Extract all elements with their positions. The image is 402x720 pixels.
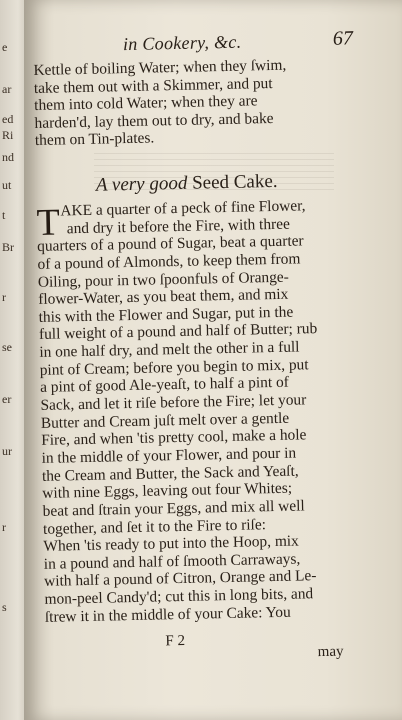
book-page: [24, 0, 402, 720]
previous-page-fragment: ed: [2, 112, 14, 126]
running-head: in Cookery, &c.: [122, 31, 242, 55]
drop-cap: T: [36, 201, 61, 244]
previous-page-fragment: se: [2, 340, 12, 354]
text-line: the Cream and Butter, the Sack and Yeaſt,: [41, 462, 299, 485]
previous-page-fragment: ar: [2, 82, 12, 96]
text-line: full weight of a pound and half of Butter; rub: [38, 320, 318, 344]
previous-page-fragment: s: [2, 600, 7, 614]
text-line: Sack, and let it riſe before the Fire; let your: [40, 391, 307, 414]
page-number: 67: [332, 27, 354, 50]
text-line: them on Tin-plates.: [34, 129, 155, 150]
signature-mark: F 2: [165, 632, 186, 650]
text-line: ſtrew it in the middle of your Cake: You: [44, 603, 291, 626]
text-line: in a pound and half of ſmooth Carraways,: [43, 550, 301, 573]
text-line: mon-peel Candy'd; cut this in long bits, and: [44, 585, 314, 608]
text-line: and dry it before the Fire, with three: [66, 215, 291, 237]
previous-page-fragment: r: [2, 520, 6, 534]
text-line: Fire, and when 'tis pretty cool, make a hole: [41, 426, 307, 450]
recipe-paragraph: [36, 196, 395, 627]
previous-page-fragment: r: [2, 290, 6, 304]
recipe-title: [96, 171, 278, 197]
text-line: in the middle of your Flower, and pour in: [41, 444, 297, 467]
text-line: a pint of good Ale-yeaſt, to half a pint of: [39, 374, 290, 397]
text-line: AKE a quarter of a peck of fine Flower,: [60, 197, 306, 220]
previous-page-fragment: e: [2, 40, 8, 54]
text-line: flower-Water, as you beat them, and mix: [38, 285, 289, 309]
text-line: Butter and Cream juſt melt over a gentle: [40, 409, 290, 432]
previous-page-fragment: Ri: [2, 128, 14, 142]
previous-page-fragment: ur: [2, 444, 12, 458]
text-line: of a pound of Almonds, to keep them from: [37, 250, 301, 273]
text-line: together, and ſet it to the Fire to riſe:: [42, 515, 267, 538]
previous-page-fragment: er: [2, 392, 12, 406]
previous-page-fragment: ut: [2, 178, 12, 192]
text-line: them into cold Water; when they are: [34, 92, 258, 115]
text-line: beat and ſtrain your Eggs, and mix all well: [42, 497, 305, 520]
previous-page-fragment: Br: [2, 240, 14, 254]
text-line: in one half dry, and melt the other in a full: [39, 338, 300, 362]
text-line: take them out with a Skimmer, and put: [33, 74, 273, 97]
catchword: may: [317, 643, 344, 661]
recipe-title-roman: Seed Cake.: [191, 170, 278, 194]
previous-page-fragment: t: [2, 208, 6, 222]
text-line: When 'tis ready to put into the Hoop, mix: [43, 532, 299, 556]
text-line: harden'd, lay them out to dry, and bake: [34, 109, 274, 132]
text-line: with nine Eggs, leaving out four Whites;: [42, 479, 293, 503]
text-line: quarters of a pound of Sugar, beat a quarter: [36, 232, 304, 256]
text-line: Oiling, pour in two ſpoonfuls of Orange-: [37, 268, 289, 291]
continued-paragraph: [33, 55, 385, 150]
text-line: Kettle of boiling Water; when they ſwim,: [33, 56, 287, 79]
text-line: pint of Cream; before you begin to mix, put: [39, 356, 309, 379]
text-line: this with the Flower and Sugar, put in the: [38, 303, 294, 326]
previous-page-fragment: nd: [2, 150, 14, 164]
recipe-title-italic: A very good: [95, 172, 188, 196]
text-line: with half a pound of Citron, Orange and Le-: [44, 567, 317, 591]
